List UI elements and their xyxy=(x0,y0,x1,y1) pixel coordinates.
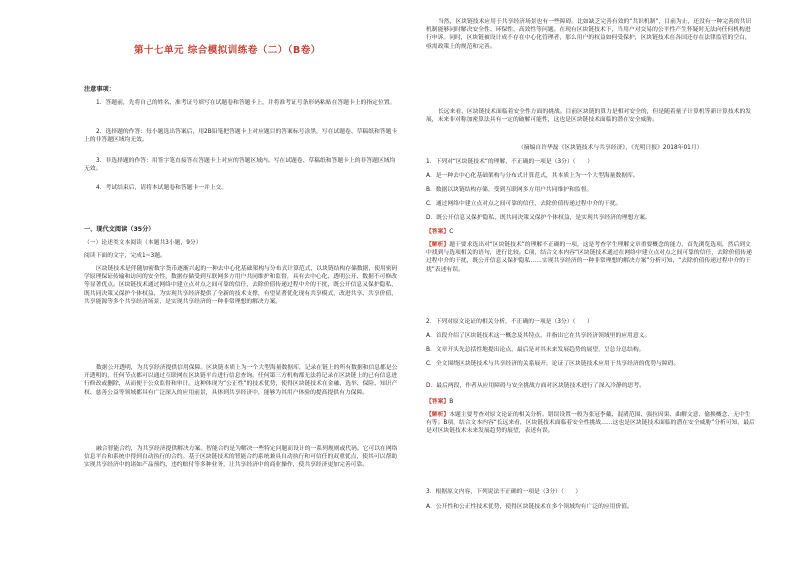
reading-intro: 阅读下面的文字，完成1~3题。 xyxy=(84,253,166,259)
q1-option-c: C．通过网络中建立点对点之间可靠的信任，去除价值传递过程中介的干扰。 xyxy=(426,201,622,207)
notice-item-1: 1．答题前，先将自己的姓名、准考证号填写在试题卷和答题卡上，并将准考证号条形码粘贴在答题卡上的指定位置。 xyxy=(96,100,396,106)
notice-item-4: 4．考试结束后，请将本试题卷和答题卡一并上交。 xyxy=(96,185,228,191)
q3-stem: 3．根据原文内容，下列说法不正确的一项是（3分）（ ） xyxy=(426,489,582,495)
q2-answer-label: 【答案】 xyxy=(426,399,450,405)
q1-option-b: B．数据以块链结构存储，受到互联网多方用户共同维护和监督。 xyxy=(426,187,593,193)
page-title: 第十七单元 综合模拟训练卷（二）（B卷） xyxy=(134,45,321,56)
q2-analysis-text: 本题主要考查对原文论证的相关分析。错误设置一般为张冠李戴、混淆范围、强拉因果、曲解文意、偷换概念、无中生有等。B项，结合文本内容“长远来看，区块链技术面临着安全性挑战……这也是区块链技术面临的潜在安全威胁”分析可知，最后是对区块链技术未来发展趋势的展望，表述有误。 xyxy=(426,412,755,435)
q3-option-a: A．公开性和公正性技术优势，使得区块链技术在多个领域均有广泛的应用价值。 xyxy=(426,504,633,510)
q1-option-d: D．既公开信息又保护隐私，既共同决策又保护个体权益，是实现共享经济的理想方案。 xyxy=(426,215,651,221)
notice-heading: 注意事项： xyxy=(84,86,115,93)
q1-analysis-label: 【解析】 xyxy=(426,242,450,248)
article-para-4: 当然，区块链技术应用于共享经济场景也有一些障碍。比如缺乏完善有效的“共识机制”，目前为止，还没有一种完善的共识机制能够同时解决安全性、环保性、高效性等问题。在现有区块链技术下，当用户对交易的公平性产生怀疑时无法向任何机构进行申诉。同时，区块链被设计成不存在中心化管理者，那么用户的权益如何受保护，区块链技术在各国还存在法律监管的空白，亟需政策上的规范和完善。 xyxy=(426,19,752,50)
q1-analysis-text: 题干要求选出对“区块链技术”的理解不正确的一项，这是考查学生理解文章重要概念的能力，首先浏览选项，然后到文中找到与选项相关的语句，进行比较。C项，结合文本内容“区块链技术通过在网络中建立点对点之间可靠的信任，去除价值传递过程中介的干扰，既公开信息又保护隐私……实现共享经济的一种非常理想的解决方案”分析可知，“去除价值传递过程中介的干扰”表述有误。 xyxy=(426,242,752,273)
q2-answer xyxy=(426,398,756,406)
q2-analysis xyxy=(426,411,756,436)
q1-answer xyxy=(426,228,756,236)
section-subheading: （一）论述类文本阅读（本题共3小题，9分） xyxy=(84,240,202,246)
q2-stem: 2．下列对原文论证的相关分析，不正确的一项是（3分）（ ） xyxy=(426,319,593,325)
q2-option-b: B．文章开头先总括性地提出论点，最后是对其未来发展趋势的展望，呈总分总结构。 xyxy=(426,347,645,353)
left-column xyxy=(84,0,399,562)
article-para-1: 区块链技术是伴随加密数字货币逐渐兴起的一种去中心化基础架构与分布式计算范式，以块链结构存储数据，使用密码学原理保证传输和访问的安全性，数据存储受到互联网多方用户共同维护和监督，具有去中心化、透明公开、数据不可修改等显著优点。区块链技术通过网络中建立点对点之间可靠的信任，去除价值传递过程中介的干扰，既公开信息又保护隐私，既共同决策又保护个体权益，为实现共享经济提供了全新的技术支撑，有望显著优化现有共享模式，改进共享、共享价值，共享能源等多个共享经济场景，是实现共享经济的一种非常理想的解决方案。 xyxy=(84,266,398,305)
q2-option-a: A．首段介绍了区块链技术这一概念及其特点，并指出它在共享经济领域里的应用意义。 xyxy=(426,333,651,339)
article-para-2: 数据公开透明，为共享经济提供信用保障。区块链本质上为一个大型海量数据库，记录在链上的所有数据和信息都是公开透明的，任何节点都可以通过互联网在区块链平台进行信息查询。任何第三方机构都无法将记录在区块链上的已有信息进行修改或删除，从而便于公众监督和审计。这种体现为“公正性”的技术优势，使得区块链技术在金融、选举、保险、知识产权、慈善公益等领域都具有广泛深入的应用前景，具体到共享经济中，能够为其用户体验的提高提供有力保障。 xyxy=(84,365,398,396)
q2-option-c: C．全文围绕区块链技术与共享经济的关系展开，论证了区块链技术应用于共享经济的优势与障碍。 xyxy=(426,361,680,367)
q2-answer-value: B xyxy=(449,399,454,405)
section-heading: 一、现代文阅读（35分） xyxy=(84,226,155,233)
q1-option-a: A．是一种去中心化基础架构与分布式计算范式，其本质上为一个大型海量数据库。 xyxy=(426,173,639,179)
notice-item-2: 2．选择题的作答：每小题选出答案后，用2B铅笔把答题卡上对应题目的答案标号涂黑，写在试题卷、草稿纸和答题卡上的非答题区域均无效。 xyxy=(84,129,398,144)
article-para-5: 长远来看，区块链技术面临着安全性方面的挑战。目前区块链的算力是相对安全的，但是随着量子计算机等新计算技术的发展，未来非对称加密算法具有一定的破解可能性，这也是区块链技术面临的潜在安全威胁。 xyxy=(426,109,752,124)
article-para-3: 融合智能合约，为共享经济提供解决方案。智能合约是为解决一些特定问题而设计的一系列规则或代码。它可以在网络信息平台和系统中得到自动执行的合约。基于区块链技术的智能合约系统兼具自动执行和可信任的双重优点，使其可以帮助实现共享经济中的诸如产品预约、违约赔付等多种业务，让共享经济中的商业操作，使共享经济更加完善可靠。 xyxy=(84,446,398,469)
q2-analysis-label: 【解析】 xyxy=(426,412,450,418)
notice-item-3: 3．非选择题的作答：用签字笔直接答在答题卡上对应的答题区域内。写在试题卷、草稿纸和答题卡上的非答题区域均无效。 xyxy=(84,158,396,173)
q2-option-d: D．最后两段，作者从应用障碍与安全挑战方面对区块链技术进行了深入冷静的思考。 xyxy=(426,383,645,389)
q1-stem: 1．下列对“区块链技术”的理解，不正确的一项是（3分）（ ） xyxy=(426,159,593,165)
q1-answer-label: 【答案】 xyxy=(426,229,450,235)
q1-answer-value: C xyxy=(449,229,454,235)
article-source: （摘编自许华磊《区块链技术与共享经济》，《光明日报》2018年01月） xyxy=(518,145,703,151)
right-column xyxy=(426,0,756,562)
q1-analysis xyxy=(426,241,756,274)
